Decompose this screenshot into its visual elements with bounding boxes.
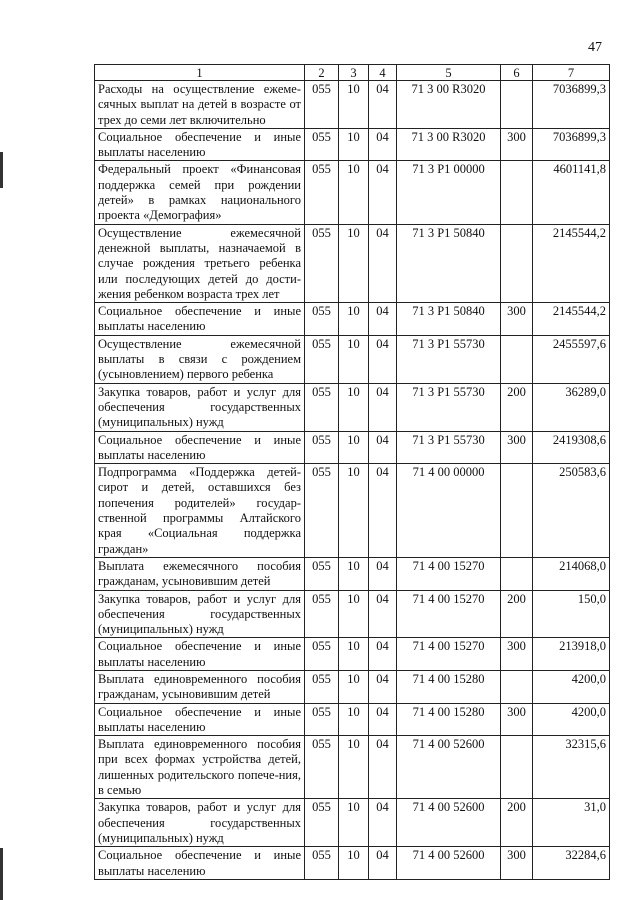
column-header: 1 xyxy=(95,65,305,81)
target-article-cell: 71 3 P1 50840 xyxy=(397,224,501,302)
item-name-cell: Подпрограмма «Поддержка детей-сирот и детей, оставшихся без попечения родителей» государ-ственной программы Алтайского края «Социальная поддержка граждан» xyxy=(95,464,305,558)
table-row xyxy=(95,638,610,671)
ministry-code-cell: 055 xyxy=(305,557,339,590)
section-code-cell: 10 xyxy=(339,161,369,224)
item-name-cell: Закупка товаров, работ и услуг для обеспечения государственных (муниципальных) нужд xyxy=(95,799,305,847)
expense-type-cell: 300 xyxy=(501,703,533,736)
item-name-cell: Социальное обеспечение и иные выплаты населению xyxy=(95,303,305,336)
expense-type-cell xyxy=(501,736,533,799)
amount-cell: 36289,0 xyxy=(533,383,610,431)
ministry-code-cell: 055 xyxy=(305,81,339,129)
target-article-cell: 71 4 00 52600 xyxy=(397,736,501,799)
expense-type-cell xyxy=(501,81,533,129)
section-code-cell: 10 xyxy=(339,431,369,464)
item-name-cell: Закупка товаров, работ и услуг для обеспечения государственных (муниципальных) нужд xyxy=(95,383,305,431)
target-article-cell: 71 4 00 15270 xyxy=(397,590,501,638)
amount-cell: 250583,6 xyxy=(533,464,610,558)
section-code-cell: 10 xyxy=(339,224,369,302)
ministry-code-cell: 055 xyxy=(305,703,339,736)
table-row xyxy=(95,335,610,383)
amount-cell: 214068,0 xyxy=(533,557,610,590)
budget-table xyxy=(94,64,610,880)
section-code-cell: 10 xyxy=(339,799,369,847)
item-name-cell: Выплата ежемесячного пособия гражданам, усыновившим детей xyxy=(95,557,305,590)
subsection-code-cell: 04 xyxy=(369,670,397,703)
amount-cell: 2145544,2 xyxy=(533,224,610,302)
subsection-code-cell: 04 xyxy=(369,224,397,302)
column-header: 6 xyxy=(501,65,533,81)
item-name-cell: Выплата единовременного пособия гражданам, усыновившим детей xyxy=(95,670,305,703)
table-row xyxy=(95,431,610,464)
target-article-cell: 71 4 00 15280 xyxy=(397,703,501,736)
amount-cell: 7036899,3 xyxy=(533,81,610,129)
section-code-cell: 10 xyxy=(339,81,369,129)
column-header: 5 xyxy=(397,65,501,81)
subsection-code-cell: 04 xyxy=(369,799,397,847)
expense-type-cell: 200 xyxy=(501,799,533,847)
section-code-cell: 10 xyxy=(339,335,369,383)
target-article-cell: 71 3 P1 55730 xyxy=(397,431,501,464)
ministry-code-cell: 055 xyxy=(305,335,339,383)
table-row xyxy=(95,799,610,847)
amount-cell: 32315,6 xyxy=(533,736,610,799)
subsection-code-cell: 04 xyxy=(369,431,397,464)
ministry-code-cell: 055 xyxy=(305,128,339,161)
target-article-cell: 71 3 00 R3020 xyxy=(397,81,501,129)
target-article-cell: 71 4 00 52600 xyxy=(397,799,501,847)
table-header-row xyxy=(95,65,610,81)
target-article-cell: 71 3 P1 55730 xyxy=(397,383,501,431)
ministry-code-cell: 055 xyxy=(305,224,339,302)
target-article-cell: 71 4 00 15270 xyxy=(397,557,501,590)
subsection-code-cell: 04 xyxy=(369,847,397,880)
target-article-cell: 71 3 P1 50840 xyxy=(397,303,501,336)
table-row xyxy=(95,736,610,799)
target-article-cell: 71 3 P1 55730 xyxy=(397,335,501,383)
target-article-cell: 71 4 00 00000 xyxy=(397,464,501,558)
subsection-code-cell: 04 xyxy=(369,161,397,224)
item-name-cell: Выплата единовременного пособия при всех формах устройства детей, лишенных родительского попече-ния, в семью xyxy=(95,736,305,799)
item-name-cell: Социальное обеспечение и иные выплаты населению xyxy=(95,638,305,671)
section-code-cell: 10 xyxy=(339,638,369,671)
item-name-cell: Социальное обеспечение и иные выплаты населению xyxy=(95,703,305,736)
table-row xyxy=(95,557,610,590)
table-row xyxy=(95,81,610,129)
item-name-cell: Социальное обеспечение и иные выплаты населению xyxy=(95,847,305,880)
target-article-cell: 71 3 00 R3020 xyxy=(397,128,501,161)
section-code-cell: 10 xyxy=(339,736,369,799)
subsection-code-cell: 04 xyxy=(369,590,397,638)
ministry-code-cell: 055 xyxy=(305,303,339,336)
expense-type-cell: 200 xyxy=(501,590,533,638)
expense-type-cell: 300 xyxy=(501,431,533,464)
amount-cell: 4601141,8 xyxy=(533,161,610,224)
item-name-cell: Осуществление ежемесячной выплаты в связи с рождением (усыновлением) первого ребенка xyxy=(95,335,305,383)
subsection-code-cell: 04 xyxy=(369,128,397,161)
expense-type-cell: 200 xyxy=(501,383,533,431)
amount-cell: 4200,0 xyxy=(533,670,610,703)
expense-type-cell: 300 xyxy=(501,128,533,161)
section-code-cell: 10 xyxy=(339,303,369,336)
table-row xyxy=(95,128,610,161)
page-number: 47 xyxy=(588,40,602,55)
item-name-cell: Осуществление ежемесячной денежной выплаты, назначаемой в случае рождения третьего ребенка или последующих детей до дости-жения ребенком возраста трех лет xyxy=(95,224,305,302)
table-row xyxy=(95,161,610,224)
section-code-cell: 10 xyxy=(339,847,369,880)
table-row xyxy=(95,303,610,336)
subsection-code-cell: 04 xyxy=(369,383,397,431)
expense-type-cell xyxy=(501,557,533,590)
subsection-code-cell: 04 xyxy=(369,638,397,671)
item-name-cell: Социальное обеспечение и иные выплаты населению xyxy=(95,431,305,464)
amount-cell: 32284,6 xyxy=(533,847,610,880)
table-row xyxy=(95,464,610,558)
amount-cell: 213918,0 xyxy=(533,638,610,671)
table-row xyxy=(95,847,610,880)
ministry-code-cell: 055 xyxy=(305,670,339,703)
expense-type-cell xyxy=(501,464,533,558)
item-name-cell: Закупка товаров, работ и услуг для обеспечения государственных (муниципальных) нужд xyxy=(95,590,305,638)
amount-cell: 7036899,3 xyxy=(533,128,610,161)
amount-cell: 2419308,6 xyxy=(533,431,610,464)
section-code-cell: 10 xyxy=(339,703,369,736)
ministry-code-cell: 055 xyxy=(305,638,339,671)
amount-cell: 31,0 xyxy=(533,799,610,847)
amount-cell: 2145544,2 xyxy=(533,303,610,336)
target-article-cell: 71 4 00 52600 xyxy=(397,847,501,880)
subsection-code-cell: 04 xyxy=(369,303,397,336)
ministry-code-cell: 055 xyxy=(305,847,339,880)
ministry-code-cell: 055 xyxy=(305,736,339,799)
expense-type-cell: 300 xyxy=(501,638,533,671)
section-code-cell: 10 xyxy=(339,590,369,638)
section-code-cell: 10 xyxy=(339,128,369,161)
amount-cell: 4200,0 xyxy=(533,703,610,736)
target-article-cell: 71 4 00 15280 xyxy=(397,670,501,703)
subsection-code-cell: 04 xyxy=(369,335,397,383)
subsection-code-cell: 04 xyxy=(369,703,397,736)
ministry-code-cell: 055 xyxy=(305,799,339,847)
expense-type-cell xyxy=(501,224,533,302)
subsection-code-cell: 04 xyxy=(369,81,397,129)
section-code-cell: 10 xyxy=(339,383,369,431)
expense-type-cell: 300 xyxy=(501,303,533,336)
table-row xyxy=(95,670,610,703)
target-article-cell: 71 3 P1 00000 xyxy=(397,161,501,224)
ministry-code-cell: 055 xyxy=(305,161,339,224)
subsection-code-cell: 04 xyxy=(369,736,397,799)
ministry-code-cell: 055 xyxy=(305,383,339,431)
section-code-cell: 10 xyxy=(339,670,369,703)
expense-type-cell xyxy=(501,161,533,224)
column-header: 4 xyxy=(369,65,397,81)
amount-cell: 150,0 xyxy=(533,590,610,638)
table-row xyxy=(95,383,610,431)
table-row xyxy=(95,703,610,736)
table-row xyxy=(95,224,610,302)
subsection-code-cell: 04 xyxy=(369,464,397,558)
expense-type-cell: 300 xyxy=(501,847,533,880)
ministry-code-cell: 055 xyxy=(305,590,339,638)
section-code-cell: 10 xyxy=(339,557,369,590)
scan-edge-mark xyxy=(0,848,3,900)
item-name-cell: Расходы на осуществление ежеме-сячных выплат на детей в возрасте от трех до семи лет включительно xyxy=(95,81,305,129)
column-header: 7 xyxy=(533,65,610,81)
column-header: 3 xyxy=(339,65,369,81)
table-row xyxy=(95,590,610,638)
subsection-code-cell: 04 xyxy=(369,557,397,590)
target-article-cell: 71 4 00 15270 xyxy=(397,638,501,671)
amount-cell: 2455597,6 xyxy=(533,335,610,383)
item-name-cell: Федеральный проект «Финансовая поддержка семей при рождении детей» в рамках национального проекта «Демография» xyxy=(95,161,305,224)
ministry-code-cell: 055 xyxy=(305,464,339,558)
column-header: 2 xyxy=(305,65,339,81)
ministry-code-cell: 055 xyxy=(305,431,339,464)
item-name-cell: Социальное обеспечение и иные выплаты населению xyxy=(95,128,305,161)
expense-type-cell xyxy=(501,335,533,383)
scan-edge-mark xyxy=(0,152,3,188)
expense-type-cell xyxy=(501,670,533,703)
section-code-cell: 10 xyxy=(339,464,369,558)
